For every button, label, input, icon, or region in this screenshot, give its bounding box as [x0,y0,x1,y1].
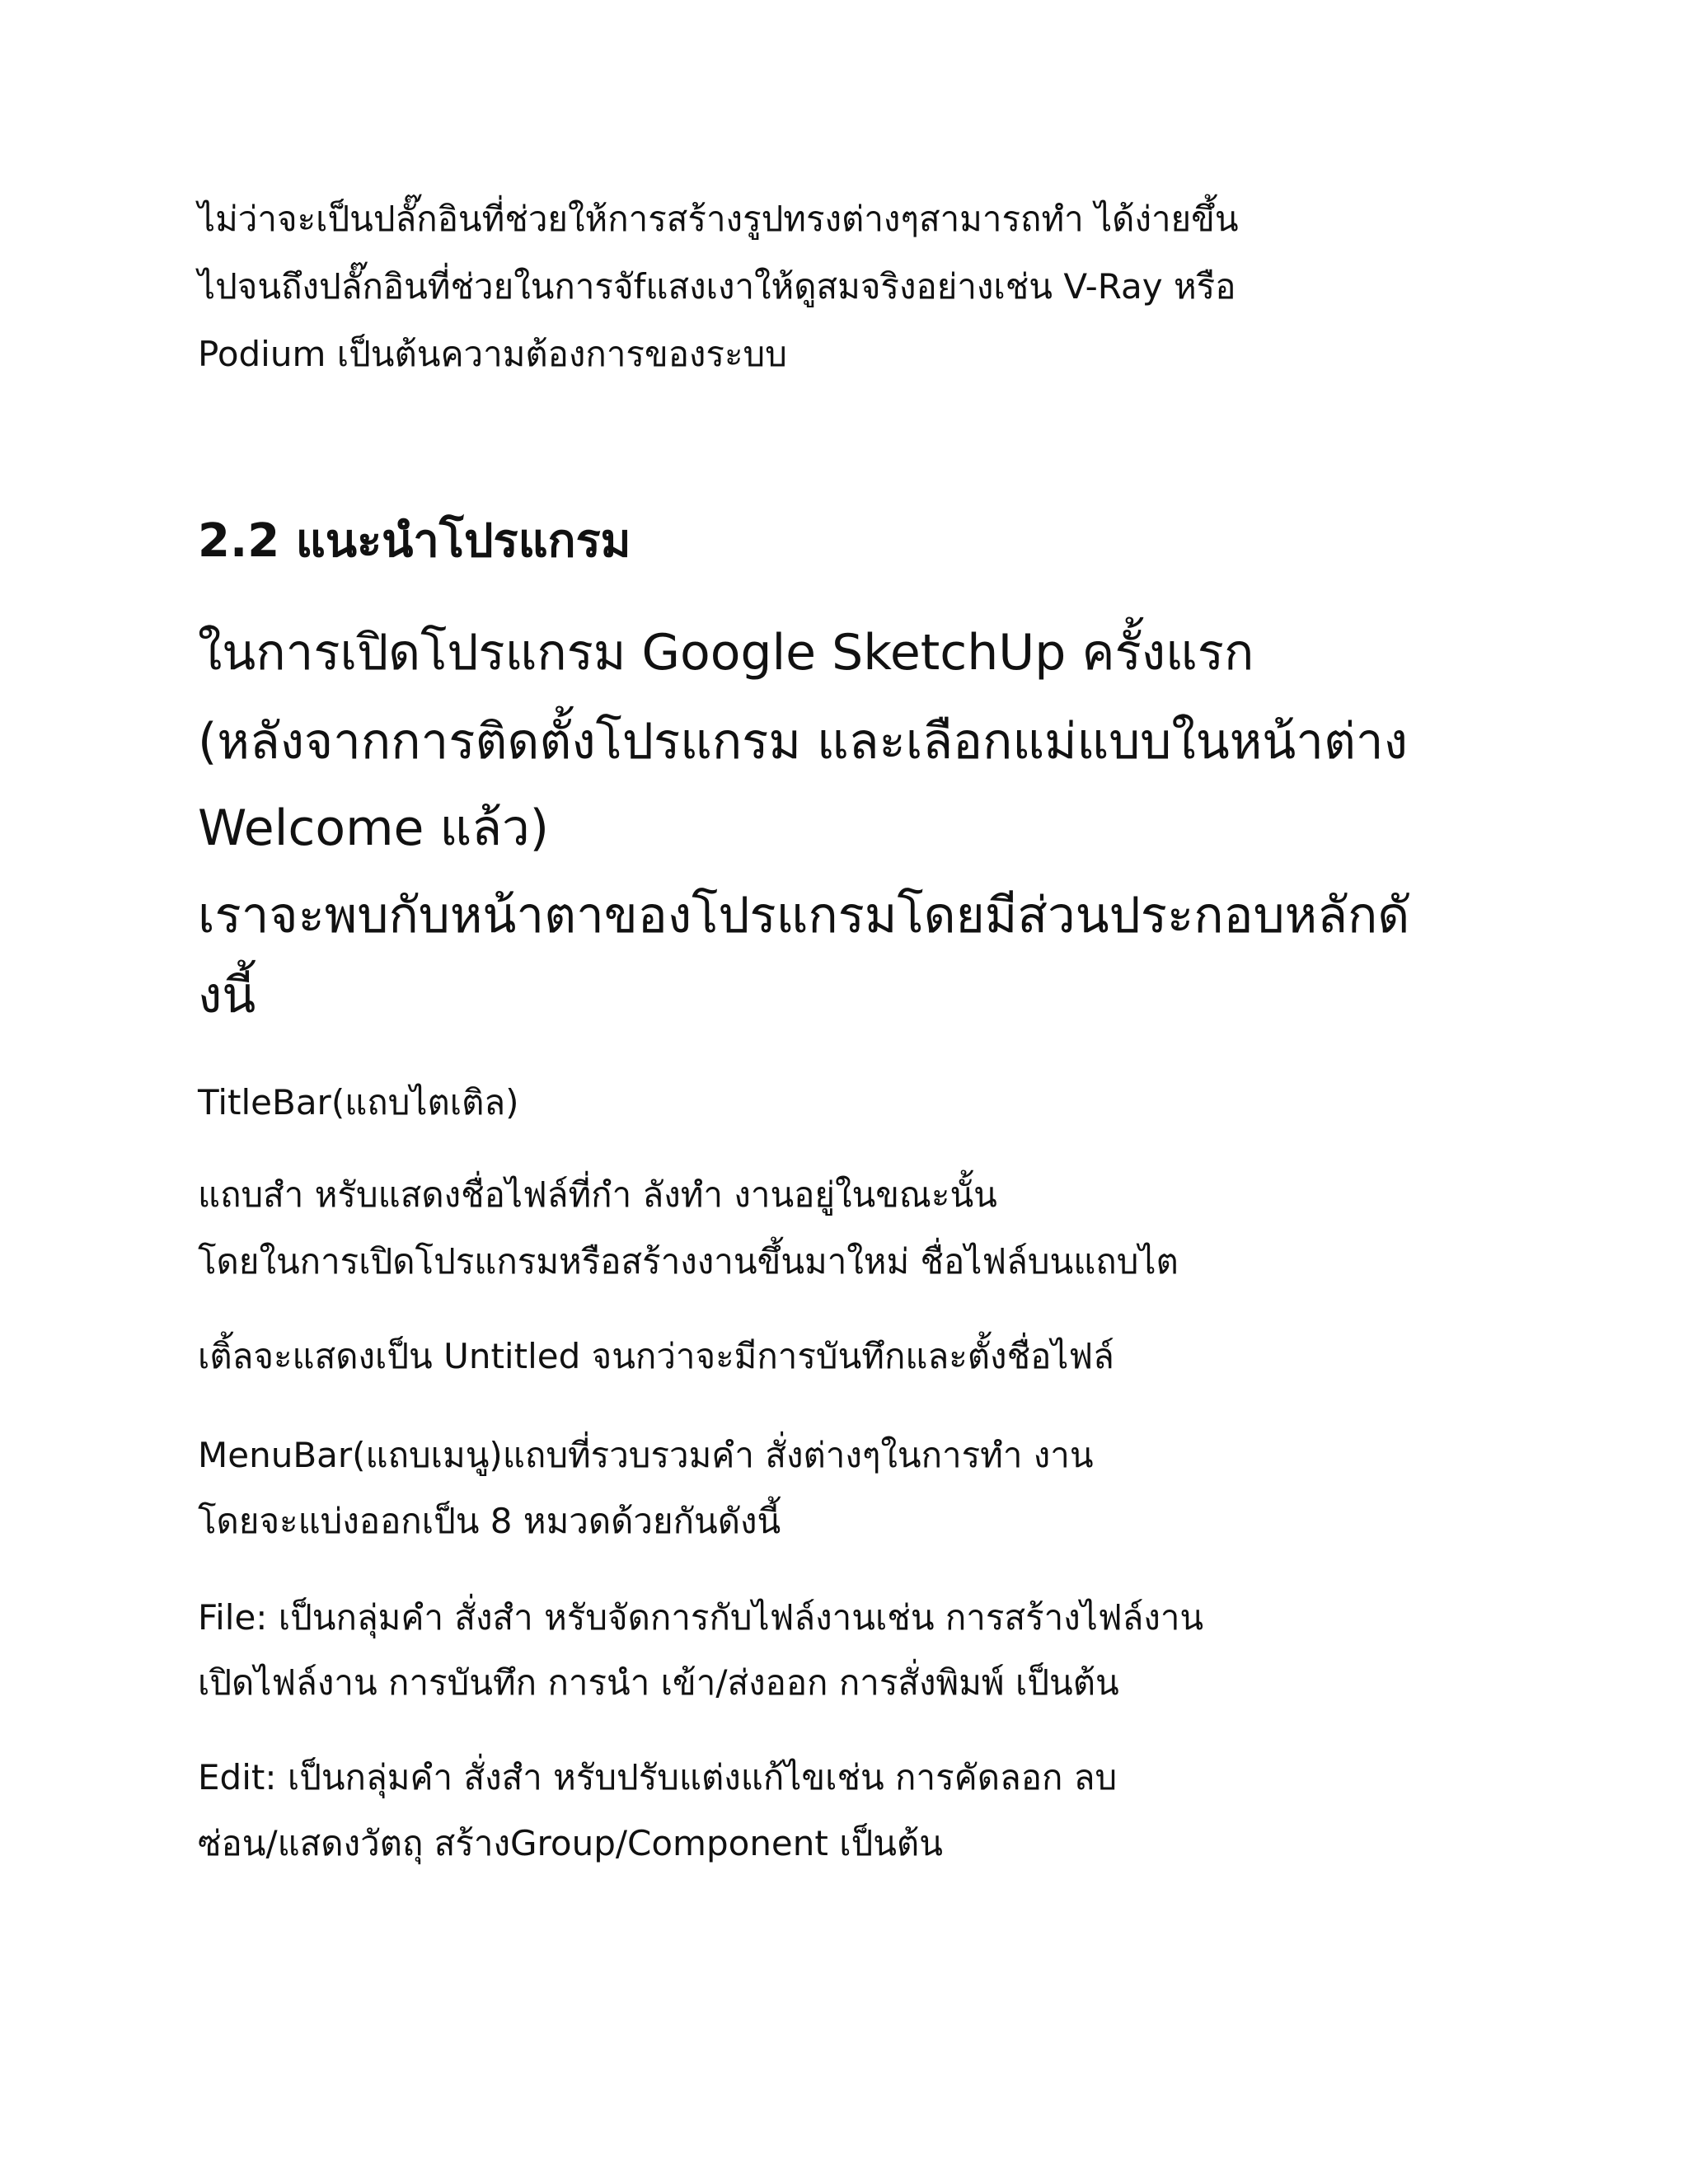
titlebar-line-2: โดยในการเปิดโปรแกรมหรือสร้างงานขึ้นมาใหม่ ชื่อไฟล์บนแถบไต [198,1241,1179,1282]
titlebar-line-1: แถบสำ หรับแสดงชื่อไฟล์ที่กำ ลังทำ งานอยู่ในขณะนั้น [198,1174,997,1215]
lead-line-1: ในการเปิดโปรแกรม Google SketchUp ครั้งแรก [198,624,1254,682]
titlebar-line-3: เติ้ลจะแสดงเป็น Untitled จนกว่าจะมีการบันทึกและตั้งชื่อไฟล์ [198,1336,1114,1376]
lead-line-5: งนี้ [198,967,256,1024]
menubar-line-1: MenuBar(แถบเมนู)แถบที่รวบรวมคำ สั่งต่างๆในการทำ งาน [198,1435,1094,1475]
lead-line-4: เราจะพบกับหน้าตาของโปรแกรมโดยมีส่วนประกอบหลักดั [198,887,1410,944]
titlebar-heading: TitleBar(แถบไตเติล) [198,1082,519,1122]
menubar-line-2: โดยจะแบ่งออกเป็น 8 หมวดด้วยกันดังนี้ [198,1501,781,1541]
intro-line-3: Podium เป็นต้นความต้องการของระบบ [198,334,787,374]
edit-line-1: Edit: เป็นกลุ่มคำ สั่งสำ หรับปรับแต่งแก้ไขเช่น การคัดลอก ลบ [198,1757,1118,1797]
lead-line-2: (หลังจากการติดตั้งโปรแกรม และเลือกแม่แบบในหน้าต่าง [198,713,1408,771]
file-line-2: เปิดไฟล์งาน การบันทึก การนำ เข้า/ส่งออก การสั่งพิมพ์ เป็นต้น [198,1662,1119,1703]
file-line-1: File: เป็นกลุ่มคำ สั่งสำ หรับจัดการกับไฟล์งานเช่น การสร้างไฟล์งาน [198,1597,1204,1638]
section-heading: 2.2 แนะนำโปรแกรม [198,514,631,568]
lead-line-3: Welcome แล้ว) [198,799,550,857]
edit-line-2: ซ่อน/แสดงวัตถุ สร้างGroup/Component เป็นต้น [198,1823,943,1863]
intro-line-1: ไม่ว่าจะเป็นปลั๊กอินที่ช่วยให้การสร้างรูปทรงต่างๆสามารถทำ ได้ง่ายขึ้น [198,199,1239,239]
intro-line-2: ไปจนถึงปลั๊กอินที่ช่วยในการจัfแสงเงาให้ดูสมจริงอย่างเช่น V-Ray หรือ [198,266,1236,307]
